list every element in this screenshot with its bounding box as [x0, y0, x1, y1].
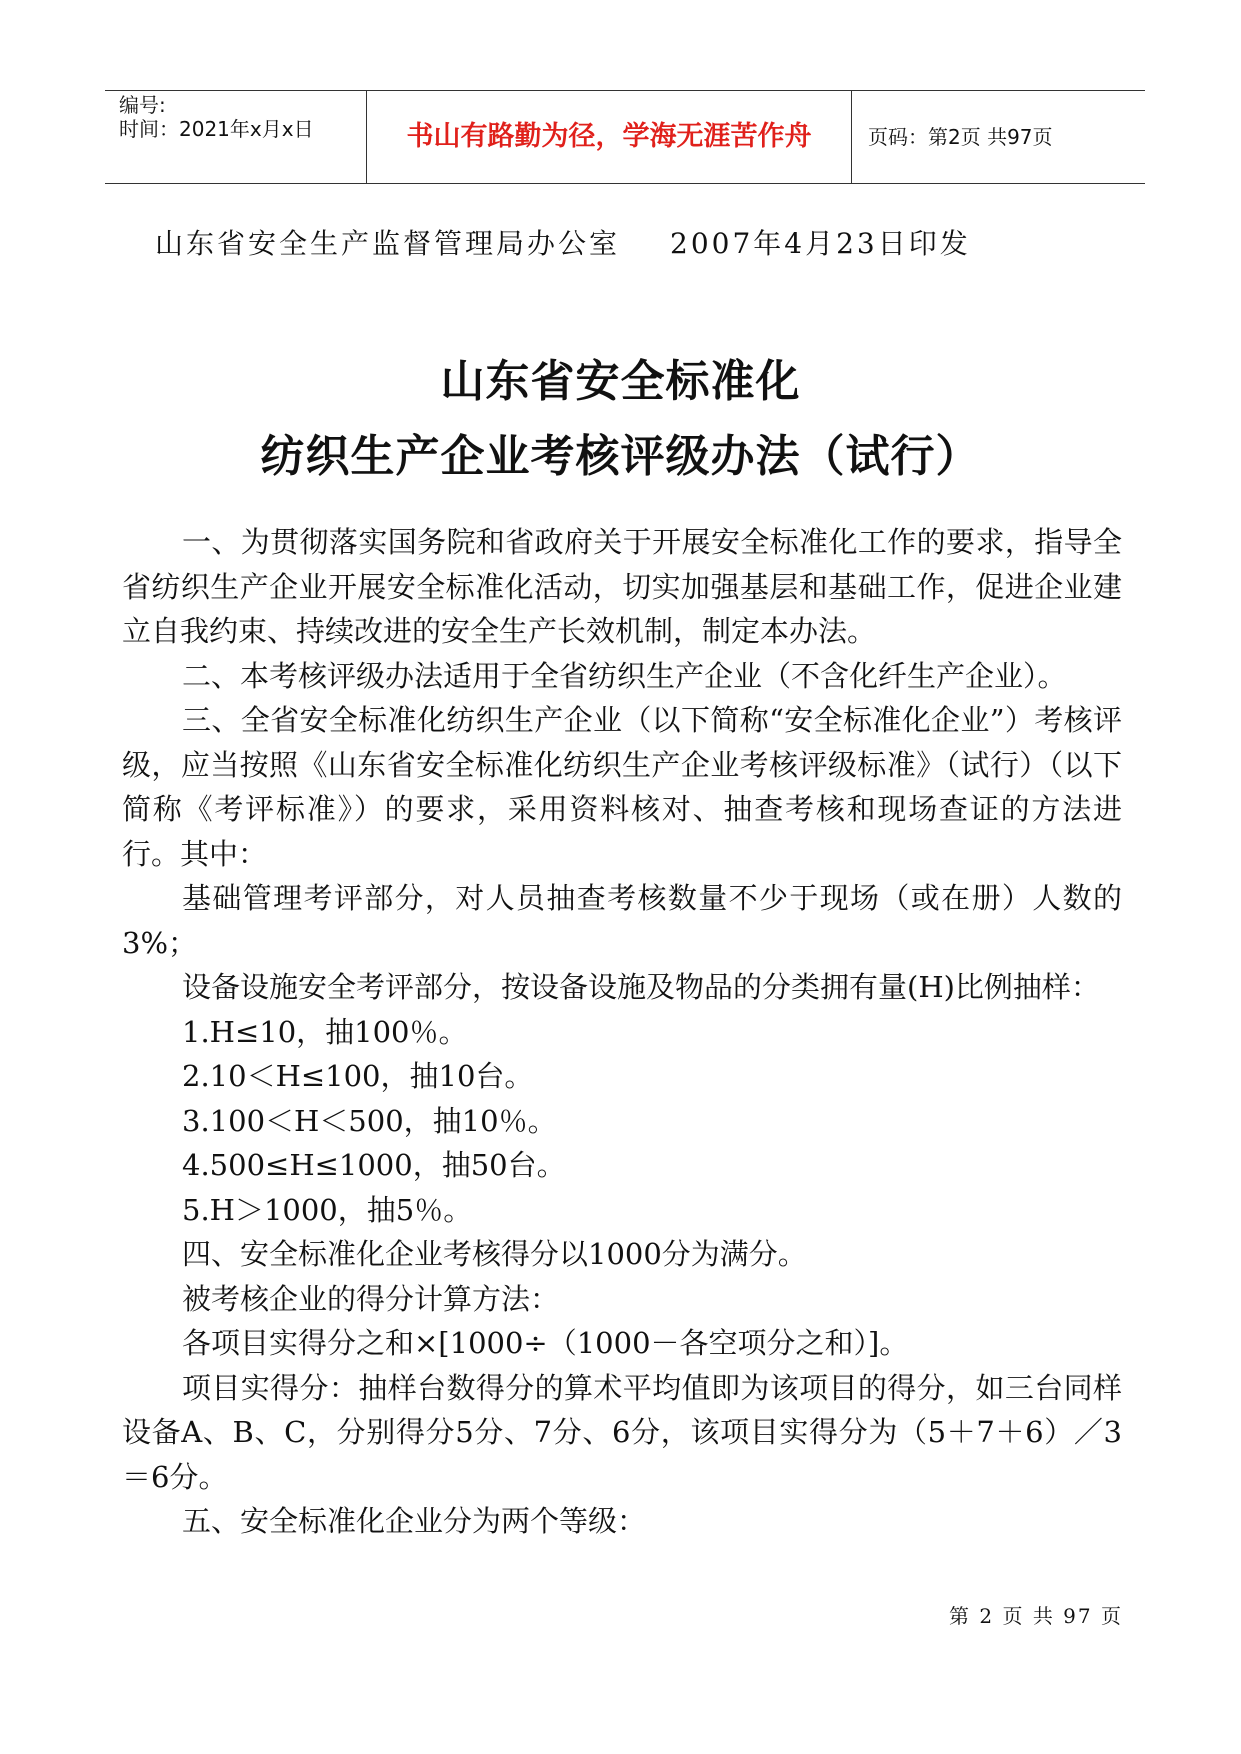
issue-date: 2007年4月23日印发 [670, 227, 971, 260]
sampling-rule: 5.H＞1000，抽5％。 [182, 1192, 473, 1227]
paragraph: 三、全省安全标准化纺织生产企业（以下简称“安全标准化企业”）考核评级，应当按照《山东省安全标准化纺织生产企业考核评级标准》（试行）（以下简称《考评标准》）的要求，采用资料核对、抽查考核和现场查证的方法进行。其中： [122, 703, 1122, 871]
header-meta-cell [105, 91, 367, 183]
paragraph: 五、安全标准化企业分为两个等级： [182, 1504, 647, 1538]
page-footer: 第 2 页 共 97 页 [949, 1604, 1123, 1628]
document-body [122, 520, 1122, 1544]
paragraph: 基础管理考评部分，对人员抽查考核数量不少于现场（或在册）人数的3%； [122, 881, 1122, 960]
paragraph: 四、安全标准化企业考核得分以1000分为满分。 [182, 1237, 807, 1271]
sampling-rule: 4.500≤H≤1000，抽50台。 [182, 1148, 566, 1182]
header-motto: 书山有路勤为径，学海无涯苦作舟 [367, 91, 852, 183]
paragraph: 二、本考核评级办法适用于全省纺织生产企业（不含化纤生产企业）。 [182, 658, 1067, 693]
document-title-line-2: 纺织生产企业考核评级办法（试行） [260, 431, 981, 482]
document-time-label: 时间：2021年x月x日 [119, 117, 314, 141]
paragraph: 一、为贯彻落实国务院和省政府关于开展安全标准化工作的要求，指导全省纺织生产企业开展安全标准化活动，切实加强基层和基础工作，促进企业建立自我约束、持续改进的安全生产长效机制，制定本办法。 [122, 525, 1122, 648]
document-header [105, 90, 1145, 184]
score-formula: 各项目实得分之和×[1000÷（1000－各空项分之和）]。 [182, 1326, 909, 1360]
sampling-rule: 3.100＜H＜500，抽10％。 [182, 1103, 557, 1138]
sampling-rule: 2.10＜H≤100，抽10台。 [182, 1059, 534, 1093]
issuing-office: 山东省安全生产监督管理局办公室 [155, 227, 621, 260]
paragraph: 被考核企业的得分计算方法： [182, 1281, 560, 1316]
sampling-rule: 1.H≤10，抽100％。 [182, 1014, 468, 1049]
paragraph: 项目实得分：抽样台数得分的算术平均值即为该项目的得分，如三台同样设备A、B、C，分别得分5分、7分、6分，该项目实得分为（5＋7＋6）／3＝6分。 [122, 1370, 1122, 1494]
issued-line [155, 222, 971, 262]
header-page-label: 页码：第2页 共97页 [868, 125, 1053, 149]
paragraph: 设备设施安全考评部分，按设备设施及物品的分类拥有量(H)比例抽样： [182, 970, 1100, 1004]
document-number-label: 编号: [119, 93, 166, 117]
document-title-line-1: 山东省安全标准化 [440, 356, 801, 407]
